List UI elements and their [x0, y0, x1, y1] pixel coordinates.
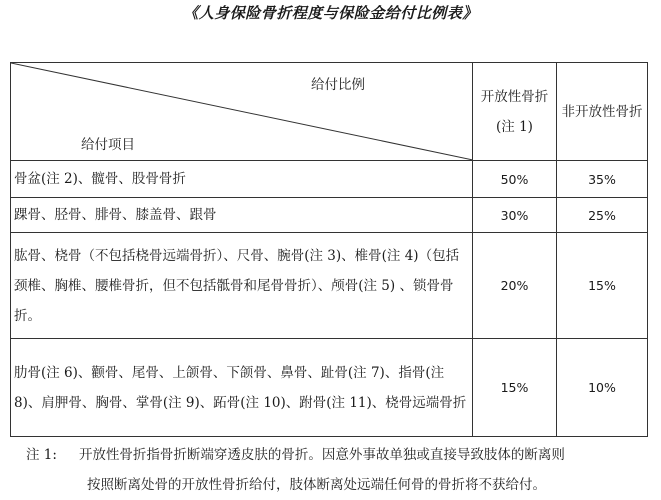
fracture-payment-table — [10, 62, 648, 437]
row-closed-value: 25% — [557, 198, 648, 233]
table-row — [11, 233, 648, 339]
table-row — [11, 198, 648, 233]
row-item: 踝骨、胫骨、腓骨、膝盖骨、跟骨 — [11, 198, 473, 233]
row-closed-value: 15% — [557, 233, 648, 339]
row-open-value: 30% — [473, 198, 557, 233]
row-open-value: 20% — [473, 233, 557, 339]
row-closed-value: 35% — [557, 161, 648, 198]
footnote — [26, 440, 646, 500]
row-open-value: 15% — [473, 339, 557, 437]
row-open-value: 50% — [473, 161, 557, 198]
table-title: 《人身保险骨折程度与保险金给付比例表》 — [183, 4, 478, 22]
header-closed-fracture: 非开放性骨折 — [557, 63, 648, 161]
footnote-line-1: 开放性骨折指骨折断端穿透皮肤的骨折。因意外事故单独或直接导致肢体的断离则 — [78, 447, 565, 463]
footnote-label: 注 1: — [26, 447, 57, 463]
header-open-fracture: 开放性骨折 (注 1) — [473, 63, 557, 161]
row-item: 骨盆(注 2)、髋骨、股骨骨折 — [11, 161, 473, 198]
row-closed-value: 10% — [557, 339, 648, 437]
footnote-line-2: 按照断离处骨的开放性骨折给付，肢体断离处远端任何骨的骨折将不获给付。 — [87, 477, 546, 493]
diagonal-header-cell — [11, 63, 473, 161]
header-payment-item: 给付项目 — [81, 137, 135, 153]
row-item: 肋骨(注 6)、颧骨、尾骨、上颌骨、下颌骨、鼻骨、趾骨(注 7)、指骨(注 8)、肩胛骨、胸骨、掌骨(注 9)、跖骨(注 10)、跗骨(注 11)、桡骨远端骨折 — [11, 339, 473, 437]
table-row — [11, 161, 648, 198]
header-payment-ratio: 给付比例 — [311, 77, 365, 93]
header-row — [11, 63, 648, 161]
row-item: 肱骨、桡骨（不包括桡骨远端骨折）、尺骨、腕骨(注 3)、椎骨(注 4)（包括颈椎、胸椎、腰椎骨折，但不包括骶骨和尾骨骨折）、颅骨(注 5) 、锁骨骨折。 — [11, 233, 473, 339]
table-row — [11, 339, 648, 437]
